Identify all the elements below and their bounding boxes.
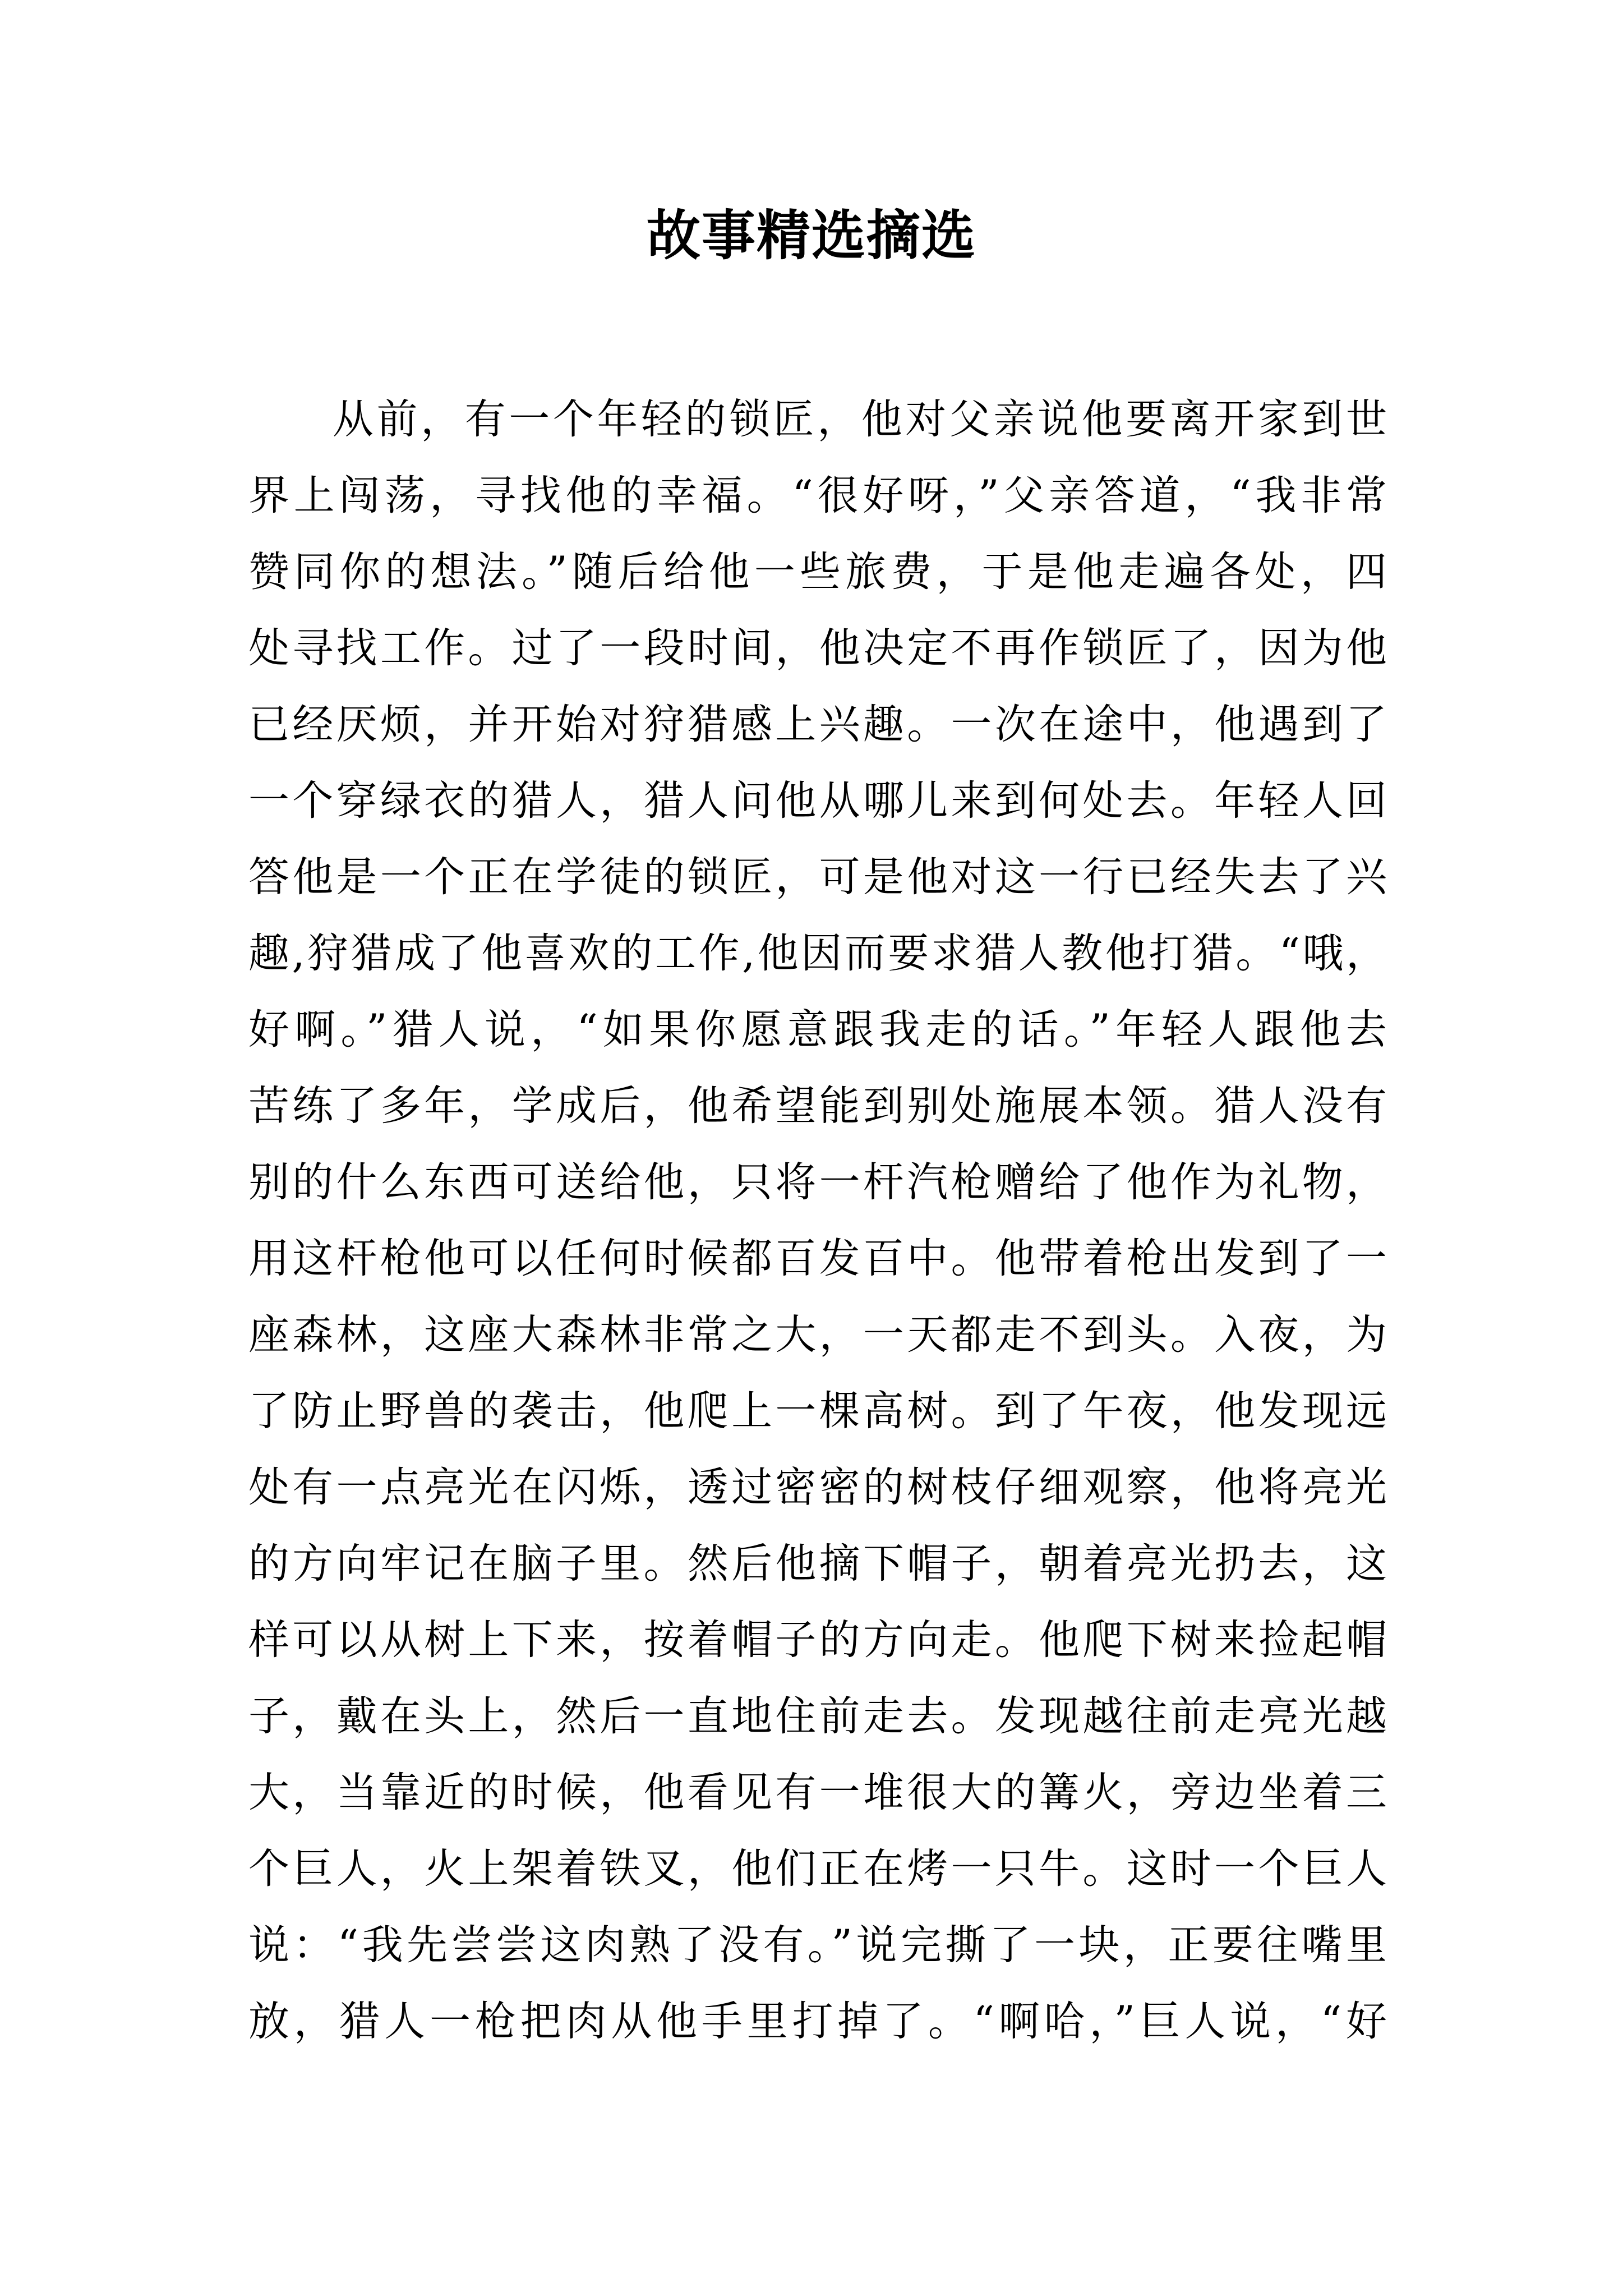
paragraph-line: 子，戴在头上，然后一直地住前走去。发现越往前走亮光越 (248, 1692, 1387, 1740)
paragraph-line: 了防止野兽的袭击，他爬上一棵高树。到了午夜，他发现远 (248, 1387, 1387, 1435)
document-title: 故事精选摘选 (647, 204, 976, 267)
paragraph-line: 别的什么东西可送给他，只将一杆汽枪赠给了他作为礼物， (248, 1158, 1387, 1206)
paragraph-line: 说：“我先尝尝这肉熟了没有。”说完撕了一块，正要往嘴里 (248, 1921, 1387, 1969)
paragraph-line: 处寻找工作。过了一段时间，他决定不再作锁匠了，因为他 (248, 624, 1387, 672)
paragraph-line: 从前，有一个年轻的锁匠，他对父亲说他要离开家到世 (333, 395, 1387, 443)
paragraph-line: 界上闯荡，寻找他的幸福。“很好呀，”父亲答道，“我非常 (248, 472, 1387, 519)
paragraph-line: 苦练了多年，学成后，他希望能到别处施展本领。猎人没有 (248, 1082, 1387, 1130)
paragraph-line: 趣,狩猎成了他喜欢的工作,他因而要求猎人教他打猎。“哦， (248, 930, 1387, 977)
paragraph-line: 一个穿绿衣的猎人，猎人问他从哪儿来到何处去。年轻人回 (248, 777, 1387, 825)
paragraph-line: 好啊。”猎人说，“如果你愿意跟我走的话。”年轻人跟他去 (248, 1006, 1387, 1053)
document-body (248, 381, 1387, 2060)
paragraph-line: 个巨人，火上架着铁叉，他们正在烤一只牛。这时一个巨人 (248, 1845, 1387, 1893)
paragraph-line: 答他是一个正在学徒的锁匠，可是他对这一行已经失去了兴 (248, 853, 1387, 901)
paragraph-line: 大，当靠近的时候，他看见有一堆很大的篝火，旁边坐着三 (248, 1769, 1387, 1816)
paragraph-line: 用这杆枪他可以任何时候都百发百中。他带着枪出发到了一 (248, 1235, 1387, 1282)
paragraph-line: 的方向牢记在脑子里。然后他摘下帽子，朝着亮光扔去，这 (248, 1540, 1387, 1588)
paragraph-line: 座森林，这座大森林非常之大，一天都走不到头。入夜，为 (248, 1311, 1387, 1359)
paragraph-line: 已经厌烦，并开始对狩猎感上兴趣。一次在途中，他遇到了 (248, 701, 1387, 748)
paragraph-line: 样可以从树上下来，按着帽子的方向走。他爬下树来捡起帽 (248, 1616, 1387, 1664)
paragraph-line: 放，猎人一枪把肉从他手里打掉了。“啊哈，”巨人说，“好 (248, 1998, 1387, 2045)
paragraph-line: 处有一点亮光在闪烁，透过密密的树枝仔细观察，他将亮光 (248, 1464, 1387, 1511)
paragraph-line: 赞同你的想法。”随后给他一些旅费，于是他走遍各处，四 (248, 548, 1387, 596)
